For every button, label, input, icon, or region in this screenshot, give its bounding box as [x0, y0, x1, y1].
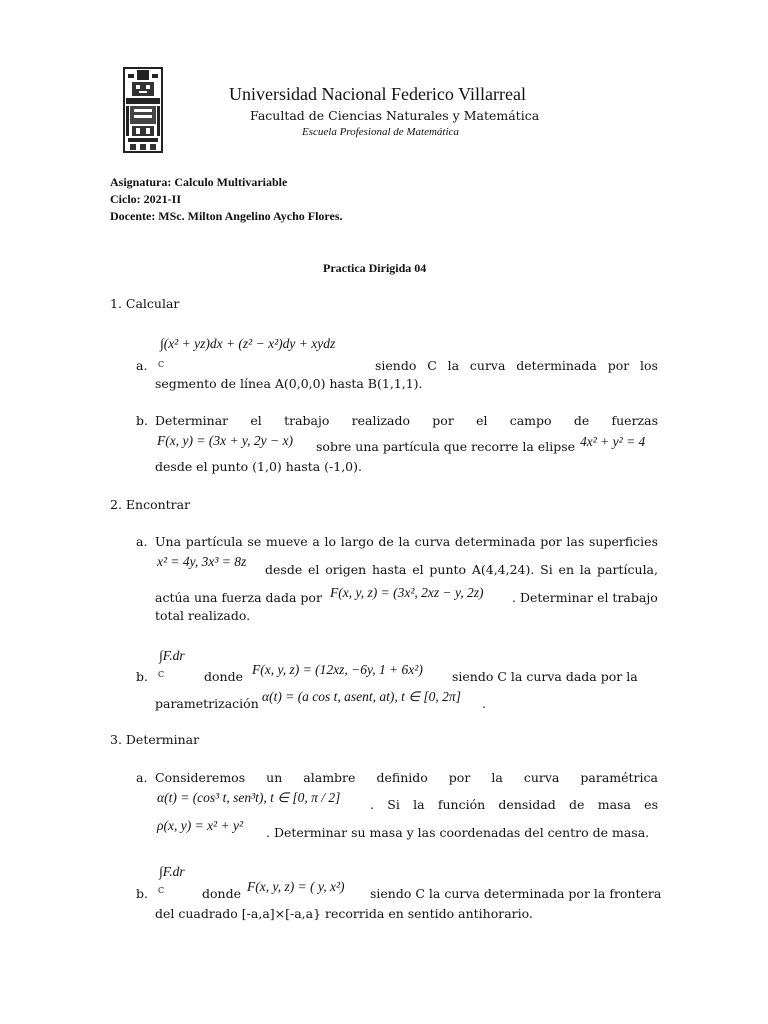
s3b-text1: donde [202, 886, 241, 901]
s2b-formula2: F(x, y, z) = (12xz, −6y, 1 + 6x²) [252, 662, 423, 677]
s2b-formula1: ∫F.dr [159, 648, 185, 663]
s2b-text2: siendo C la curva dada por la [452, 669, 638, 684]
s3a-text3: . Determinar su masa y las coordenadas del centro de masa. [266, 825, 650, 840]
s2b-sub: C [158, 670, 165, 679]
s1b-letter: b. [136, 413, 148, 428]
s3b-text2: siendo C la curva determinada por la frontera [370, 886, 662, 901]
school-name: Escuela Profesional de Matemática [302, 126, 459, 138]
s2a-formula2: F(x, y, z) = (3x², 2xz − y, 2z) [330, 585, 484, 600]
s2b-text3: parametrización [155, 696, 259, 711]
teacher-line: Docente: MSc. Milton Angelino Aycho Flores. [110, 209, 343, 223]
s1b-text1: Determinar el trabajo realizado por el campo de fuerzas [155, 413, 658, 428]
university-name: Universidad Nacional Federico Villarreal [229, 84, 526, 104]
s2a-text1: Una partícula se mueve a lo largo de la curva determinada por las superficies [155, 534, 658, 549]
cycle-line: Ciclo: 2021-II [110, 192, 181, 206]
s1a-sub: C [158, 360, 165, 369]
faculty-name: Facultad de Ciencias Naturales y Matemática [250, 108, 540, 123]
s3b-sub: C [158, 886, 165, 895]
practice-title: Practica Dirigida 04 [323, 261, 427, 275]
section-2-heading: 2. Encontrar [110, 497, 191, 512]
s1b-formula1: F(x, y) = (3x + y, 2y − x) [157, 433, 294, 448]
s2b-text1: donde [204, 669, 243, 684]
s1a-text1: siendo C la curva determinada por los [375, 358, 658, 373]
s1b-text2: sobre una partícula que recorre la elipse [316, 439, 576, 454]
s2b-formula3: α(t) = (a cos t, asent, at), t ∈ [0, 2π] [262, 689, 461, 704]
s2a-text3: actúa una fuerza dada por [155, 590, 322, 605]
s1a-text2: segmento de línea A(0,0,0) hasta B(1,1,1). [155, 376, 423, 391]
s2a-text4: . Determinar el trabajo [512, 590, 658, 605]
s2b-letter: b. [136, 669, 148, 684]
section-1-heading: 1. Calcular [110, 296, 180, 311]
s3a-formula1: α(t) = (cos³ t, sen³t), t ∈ [0, π / 2] [157, 790, 341, 805]
university-logo [122, 66, 164, 154]
s2a-letter: a. [136, 534, 148, 549]
s3a-formula2: ρ(x, y) = x² + y² [157, 818, 244, 833]
subject-line: Asignatura: Calculo Multivariable [110, 175, 288, 189]
s1a-formula: ∫(x² + yz)dx + (z² − x²)dy + xydz [160, 336, 336, 351]
s1b-text3: desde el punto (1,0) hasta (-1,0). [155, 459, 362, 474]
s1b-formula2: 4x² + y² = 4 [580, 434, 646, 449]
s3b-formula2: F(x, y, z) = ( y, x²) [247, 879, 345, 894]
s2a-text5: total realizado. [155, 608, 251, 623]
s1a-letter: a. [136, 358, 148, 373]
s3a-text1: Consideremos un alambre definido por la curva paramétrica [155, 770, 658, 785]
s3a-text2: . Si la función densidad de masa es [370, 797, 658, 812]
s3a-letter: a. [136, 770, 148, 785]
s3b-text3: del cuadrado [-a,a]×[-a,a} recorrida en sentido antihorario. [155, 906, 533, 921]
s2a-formula1: x² = 4y, 3x³ = 8z [157, 554, 247, 569]
s2b-text4: . [482, 696, 486, 711]
section-3-heading: 3. Determinar [110, 732, 200, 747]
s3b-formula1: ∫F.dr [159, 864, 185, 879]
s3b-letter: b. [136, 886, 148, 901]
s2a-text2: desde el origen hasta el punto A(4,4,24). Si en la partícula, [265, 562, 658, 577]
